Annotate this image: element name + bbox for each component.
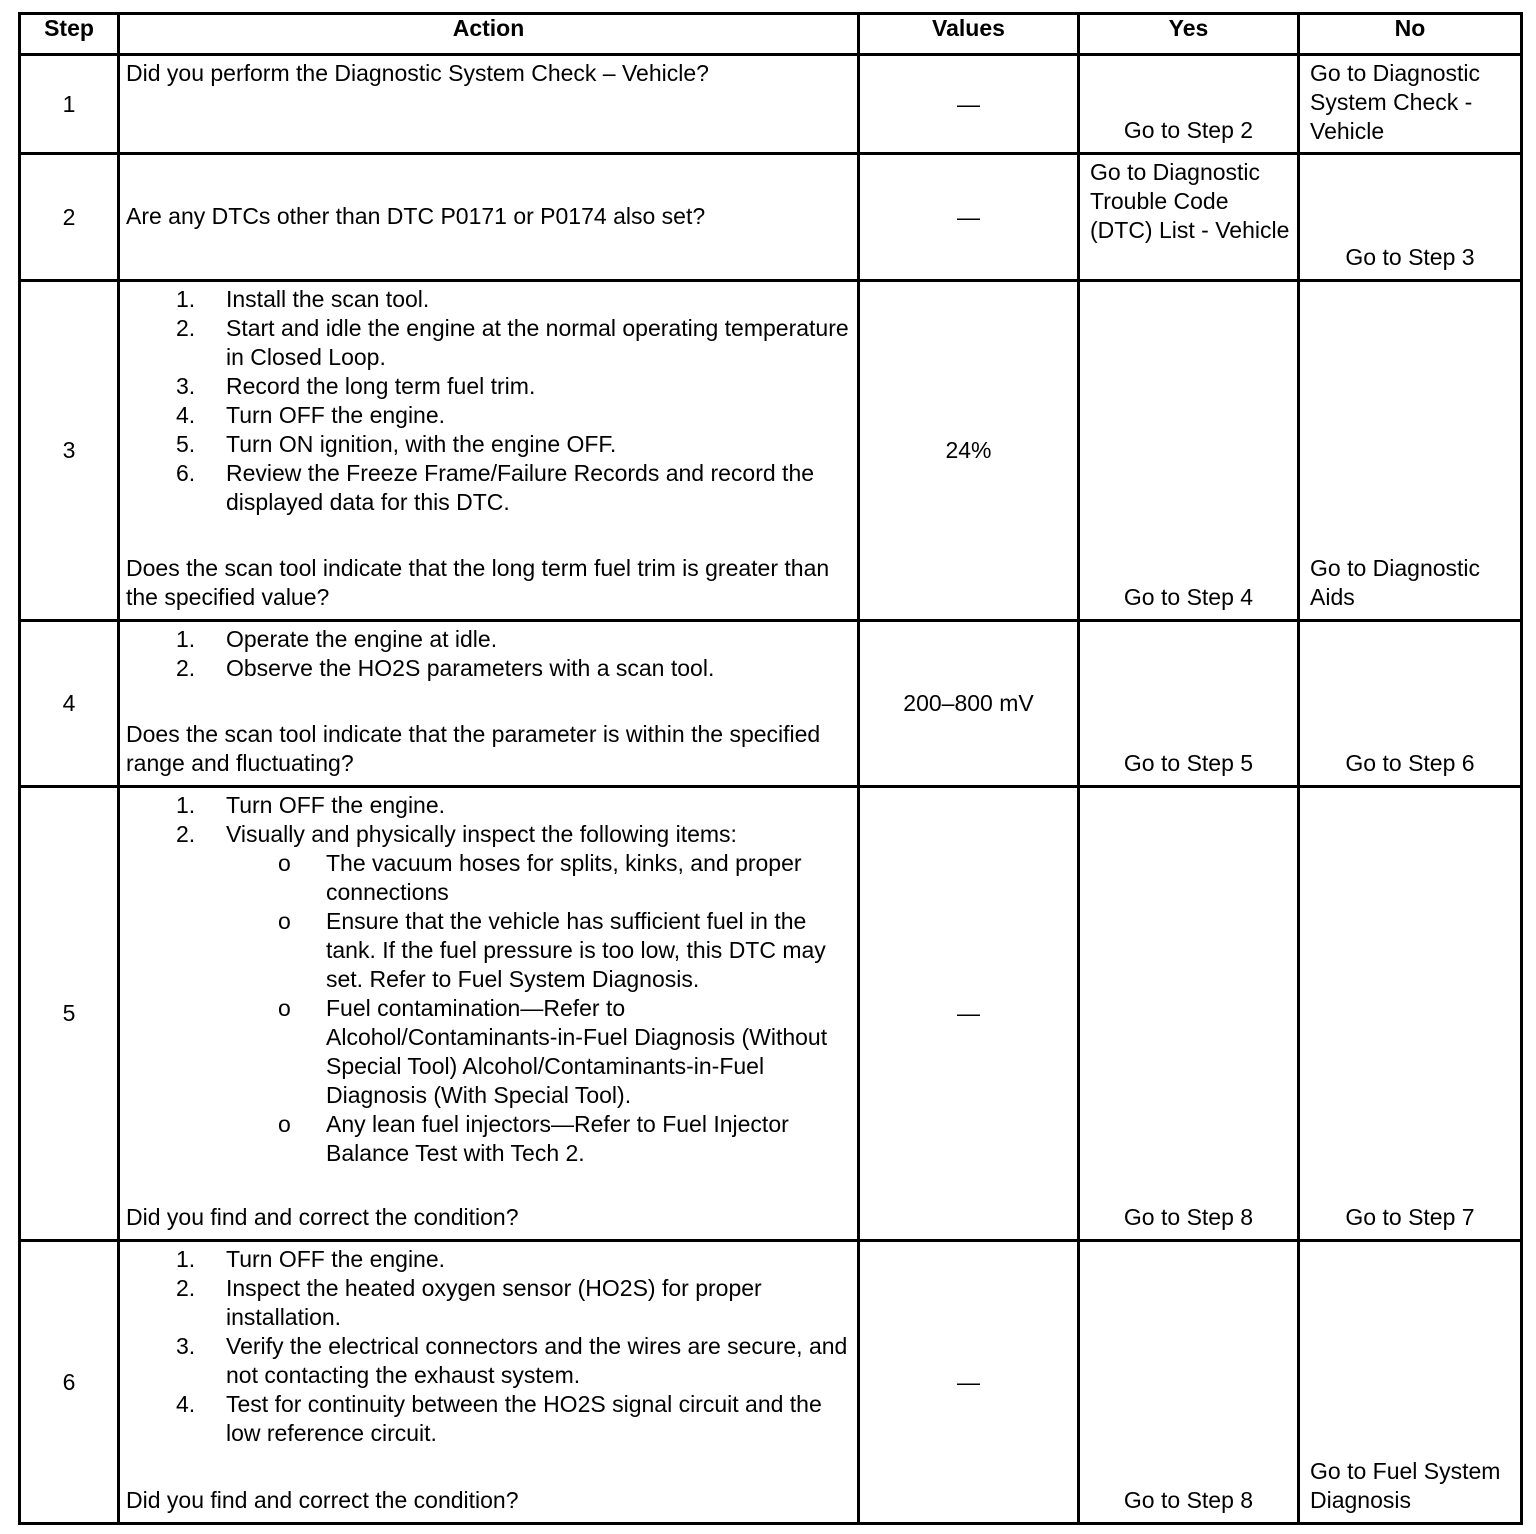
table-row — [20, 621, 1522, 787]
action-question: Did you find and correct the condition? — [126, 1487, 519, 1513]
header-step: Step — [20, 14, 119, 55]
yes-link: Go to Step 8 — [1123, 1204, 1254, 1230]
action-question: Did you find and correct the condition? — [126, 1204, 519, 1230]
yes-cell — [1079, 55, 1299, 154]
table-row — [20, 1241, 1522, 1524]
sub-list — [226, 849, 851, 1168]
no-link: Go to Diagnostic System Check - Vehicle — [1310, 60, 1481, 144]
list-item: 1. Turn OFF the engine. — [176, 1246, 446, 1272]
yes-cell — [1079, 154, 1299, 281]
no-link: Go to Fuel System Diagnosis — [1310, 1458, 1501, 1513]
no-cell — [1299, 787, 1522, 1241]
table-row — [20, 281, 1522, 621]
diagnostic-table — [18, 12, 1523, 1525]
table-row — [20, 787, 1522, 1241]
sub-list-item: o Ensure that the vehicle has sufficient fuel in the tank. If the fuel pressure is too low, this DTC may set. Refer to Fuel System Diagnosis. — [278, 908, 826, 992]
no-cell — [1299, 281, 1522, 621]
action-question: Does the scan tool indicate that the parameter is within the specified range and fluctuating? — [126, 721, 821, 776]
header-yes: Yes — [1079, 14, 1299, 55]
table-row — [20, 154, 1522, 281]
sub-list-item: o Fuel contamination—Refer to Alcohol/Contaminants-in-Fuel Diagnosis (Without Special Tool) Alcohol/Contaminants-in-Fuel Diagnosis (With Special Tool). — [278, 995, 828, 1108]
action-cell — [119, 621, 859, 787]
yes-link: Go to Step 8 — [1123, 1487, 1254, 1513]
list-item: 1. Turn OFF the engine. — [176, 792, 446, 818]
header-action: Action — [119, 14, 859, 55]
step-list — [126, 1245, 851, 1448]
action-question: Did you perform the Diagnostic System Check – Vehicle? — [126, 60, 709, 86]
sub-list-item: o The vacuum hoses for splits, kinks, and proper connections — [278, 850, 802, 905]
step-list — [126, 285, 851, 517]
list-item: 6. Review the Freeze Frame/Failure Records and record the displayed data for this DTC. — [176, 460, 815, 515]
no-link: Go to Step 3 — [1345, 244, 1475, 270]
list-item: 5. Turn ON ignition, with the engine OFF. — [176, 431, 617, 457]
value-cell: 200–800 mV — [859, 621, 1079, 787]
value-cell: — — [859, 55, 1079, 154]
yes-link: Go to Diagnostic Trouble Code (DTC) List - Vehicle — [1090, 159, 1290, 243]
header-row — [20, 14, 1522, 55]
action-question: Are any DTCs other than DTC P0171 or P0174 also set? — [126, 203, 706, 229]
yes-link: Go to Step 2 — [1123, 117, 1254, 143]
step-number: 4 — [20, 621, 119, 787]
no-link: Go to Step 7 — [1345, 1204, 1475, 1230]
action-cell — [119, 154, 859, 281]
sub-list-item: o Any lean fuel injectors—Refer to Fuel Injector Balance Test with Tech 2. — [278, 1111, 789, 1166]
step-number: 6 — [20, 1241, 119, 1524]
header-values: Values — [859, 14, 1079, 55]
step-number: 3 — [20, 281, 119, 621]
step-number: 2 — [20, 154, 119, 281]
no-cell — [1299, 621, 1522, 787]
action-cell — [119, 281, 859, 621]
value-cell: — — [859, 1241, 1079, 1524]
value-cell: — — [859, 787, 1079, 1241]
table-row — [20, 55, 1522, 154]
list-item: 2. Inspect the heated oxygen sensor (HO2S) for proper installation. — [176, 1275, 762, 1330]
list-item: 2. Visually and physically inspect the following items: o The vacuum hoses for splits, kinks, and proper connections o Ensure that the vehicle has sufficient fuel in the tank. If the fuel pressure is too low, this DTC may set. Refer to Fuel System Diagnosis. o Fuel contamination—Refer to Alcohol/Contaminants-in-Fuel Diagnosis (Without Special Tool) Alcohol/Contaminants-in-Fuel Diagnosis (With Special Tool). o Any lean fuel injectors—Refer to Fuel Injector Balance Test with Tech 2. — [126, 820, 851, 1168]
action-question: Does the scan tool indicate that the long term fuel trim is greater than the specified value? — [126, 555, 830, 610]
action-cell — [119, 787, 859, 1241]
list-item: 1. Operate the engine at idle. — [176, 626, 498, 652]
step-number: 1 — [20, 55, 119, 154]
action-cell — [119, 1241, 859, 1524]
header-no: No — [1299, 14, 1522, 55]
yes-cell — [1079, 1241, 1299, 1524]
yes-cell — [1079, 621, 1299, 787]
yes-link: Go to Step 5 — [1123, 750, 1254, 776]
list-item: 3. Record the long term fuel trim. — [176, 373, 536, 399]
no-cell — [1299, 1241, 1522, 1524]
value-cell: — — [859, 154, 1079, 281]
list-item: 4. Test for continuity between the HO2S signal circuit and the low reference circuit. — [176, 1391, 822, 1446]
list-item: 1. Install the scan tool. — [176, 286, 430, 312]
no-link: Go to Step 6 — [1345, 750, 1475, 776]
no-cell — [1299, 55, 1522, 154]
list-item: 2. Observe the HO2S parameters with a scan tool. — [176, 655, 715, 681]
value-cell: 24% — [859, 281, 1079, 621]
list-item: 2. Start and idle the engine at the normal operating temperature in Closed Loop. — [176, 315, 849, 370]
no-link: Go to Diagnostic Aids — [1310, 555, 1481, 610]
action-cell — [119, 55, 859, 154]
yes-cell — [1079, 281, 1299, 621]
no-cell — [1299, 154, 1522, 281]
list-item: 3. Verify the electrical connectors and the wires are secure, and not contacting the exhaust system. — [176, 1333, 848, 1388]
step-list — [126, 791, 851, 1168]
step-list — [126, 625, 851, 683]
yes-link: Go to Step 4 — [1123, 584, 1254, 610]
step-number: 5 — [20, 787, 119, 1241]
yes-cell — [1079, 787, 1299, 1241]
list-item: 4. Turn OFF the engine. — [176, 402, 446, 428]
